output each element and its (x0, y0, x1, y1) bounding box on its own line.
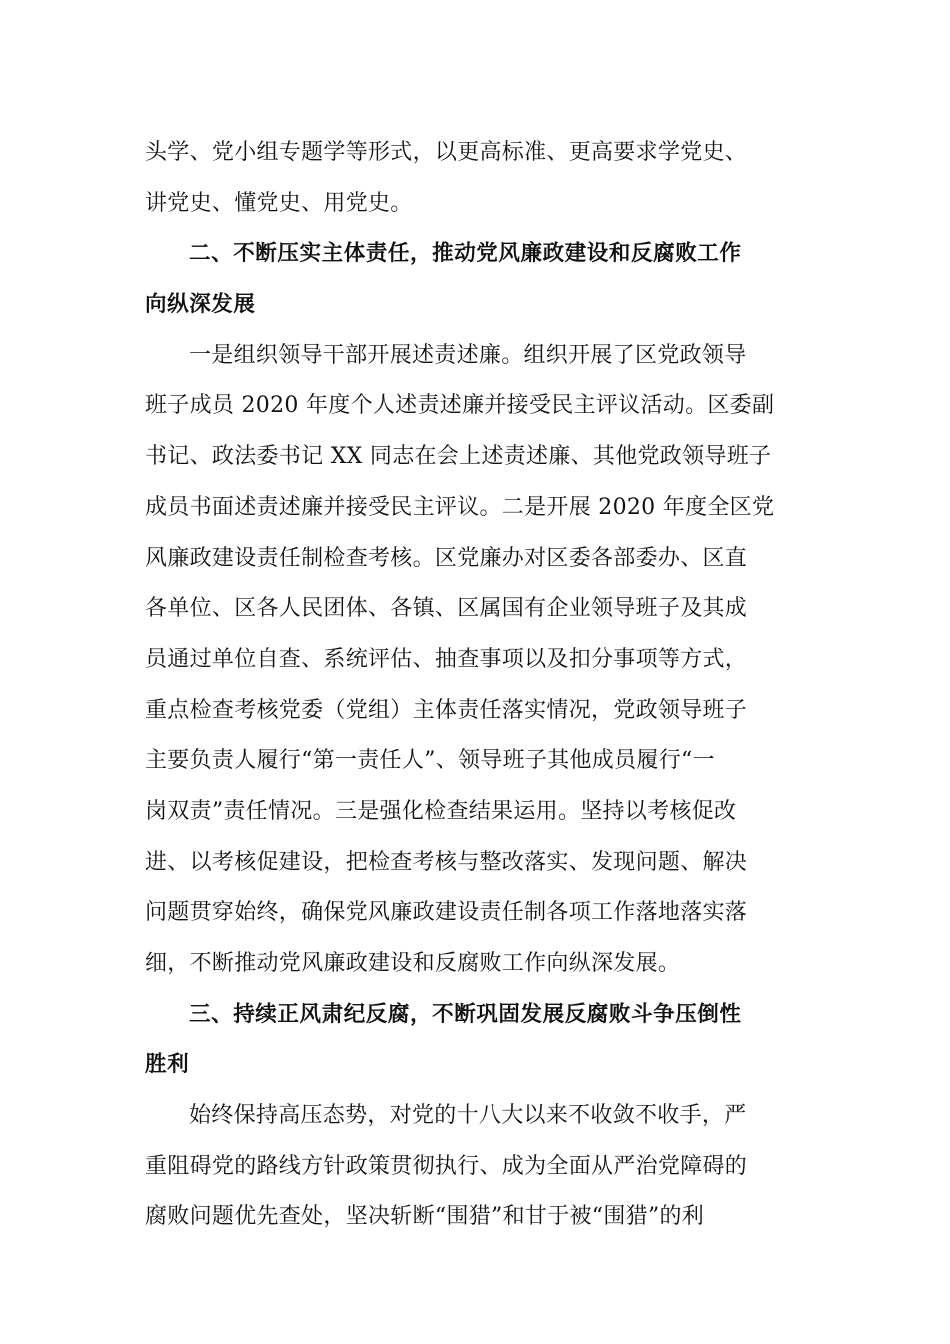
section-heading-line: 胜利 (145, 1052, 190, 1078)
paragraph-line: 问题贯穿始终，确保党风廉政建设责任制各项工作落地落实落 (145, 900, 748, 926)
paragraph-line: 书记、政法委书记 XX 同志在会上述责述廉、其他党政领导班子 (145, 444, 772, 470)
paragraph-line: 一是组织领导干部开展述责述廉。组织开展了区党政领导 (189, 342, 747, 368)
paragraph-line: 风廉政建设责任制检查考核。区党廉办对区委各部委办、区直 (145, 545, 748, 571)
paragraph-line: 各单位、区各人民团体、各镇、区属国有企业领导班子及其成 (145, 596, 748, 622)
paragraph-line: 进、以考核促建设，把检查考核与整改落实、发现问题、解决 (145, 849, 748, 875)
paragraph-line: 班子成员 2020 年度个人述责述廉并接受民主评议活动。区委副 (145, 393, 775, 419)
paragraph-line: 员通过单位自查、系统评估、抽查事项以及扣分事项等方式， (145, 646, 748, 672)
document-body (145, 128, 805, 1243)
paragraph-line: 重点检查考核党委（党组）主体责任落实情况，党政领导班子 (145, 697, 748, 723)
paragraph-line: 讲党史、懂党史、用党史。 (145, 190, 413, 216)
section-heading-line: 三、持续正风肃纪反腐，不断巩固发展反腐败斗争压倒性 (189, 1001, 742, 1027)
paragraph-line: 腐败问题优先查处，坚决斩断“围猎”和甘于被“围猎”的利 (145, 1204, 705, 1230)
paragraph-line: 重阻碍党的路线方针政策贯彻执行、成为全面从严治党障碍的 (145, 1153, 748, 1179)
section-heading-line: 向纵深发展 (145, 292, 256, 318)
paragraph-line: 头学、党小组专题学等形式，以更高标准、更高要求学党史、 (145, 140, 748, 165)
paragraph-line: 岗双责”责任情况。三是强化检查结果运用。坚持以考核促改 (145, 798, 737, 824)
paragraph-line: 成员书面述责述廉并接受民主评议。二是开展 2020 年度全区党 (145, 494, 775, 520)
paragraph-line: 细，不断推动党风廉政建设和反腐败工作向纵深发展。 (145, 951, 681, 976)
paragraph-line: 始终保持高压态势，对党的十八大以来不收敛不收手，严 (189, 1103, 747, 1129)
section-heading-line: 二、不断压实主体责任，推动党风廉政建设和反腐败工作 (189, 241, 742, 267)
paragraph-line: 主要负责人履行“第一责任人”、领导班子其他成员履行“一 (145, 748, 715, 774)
